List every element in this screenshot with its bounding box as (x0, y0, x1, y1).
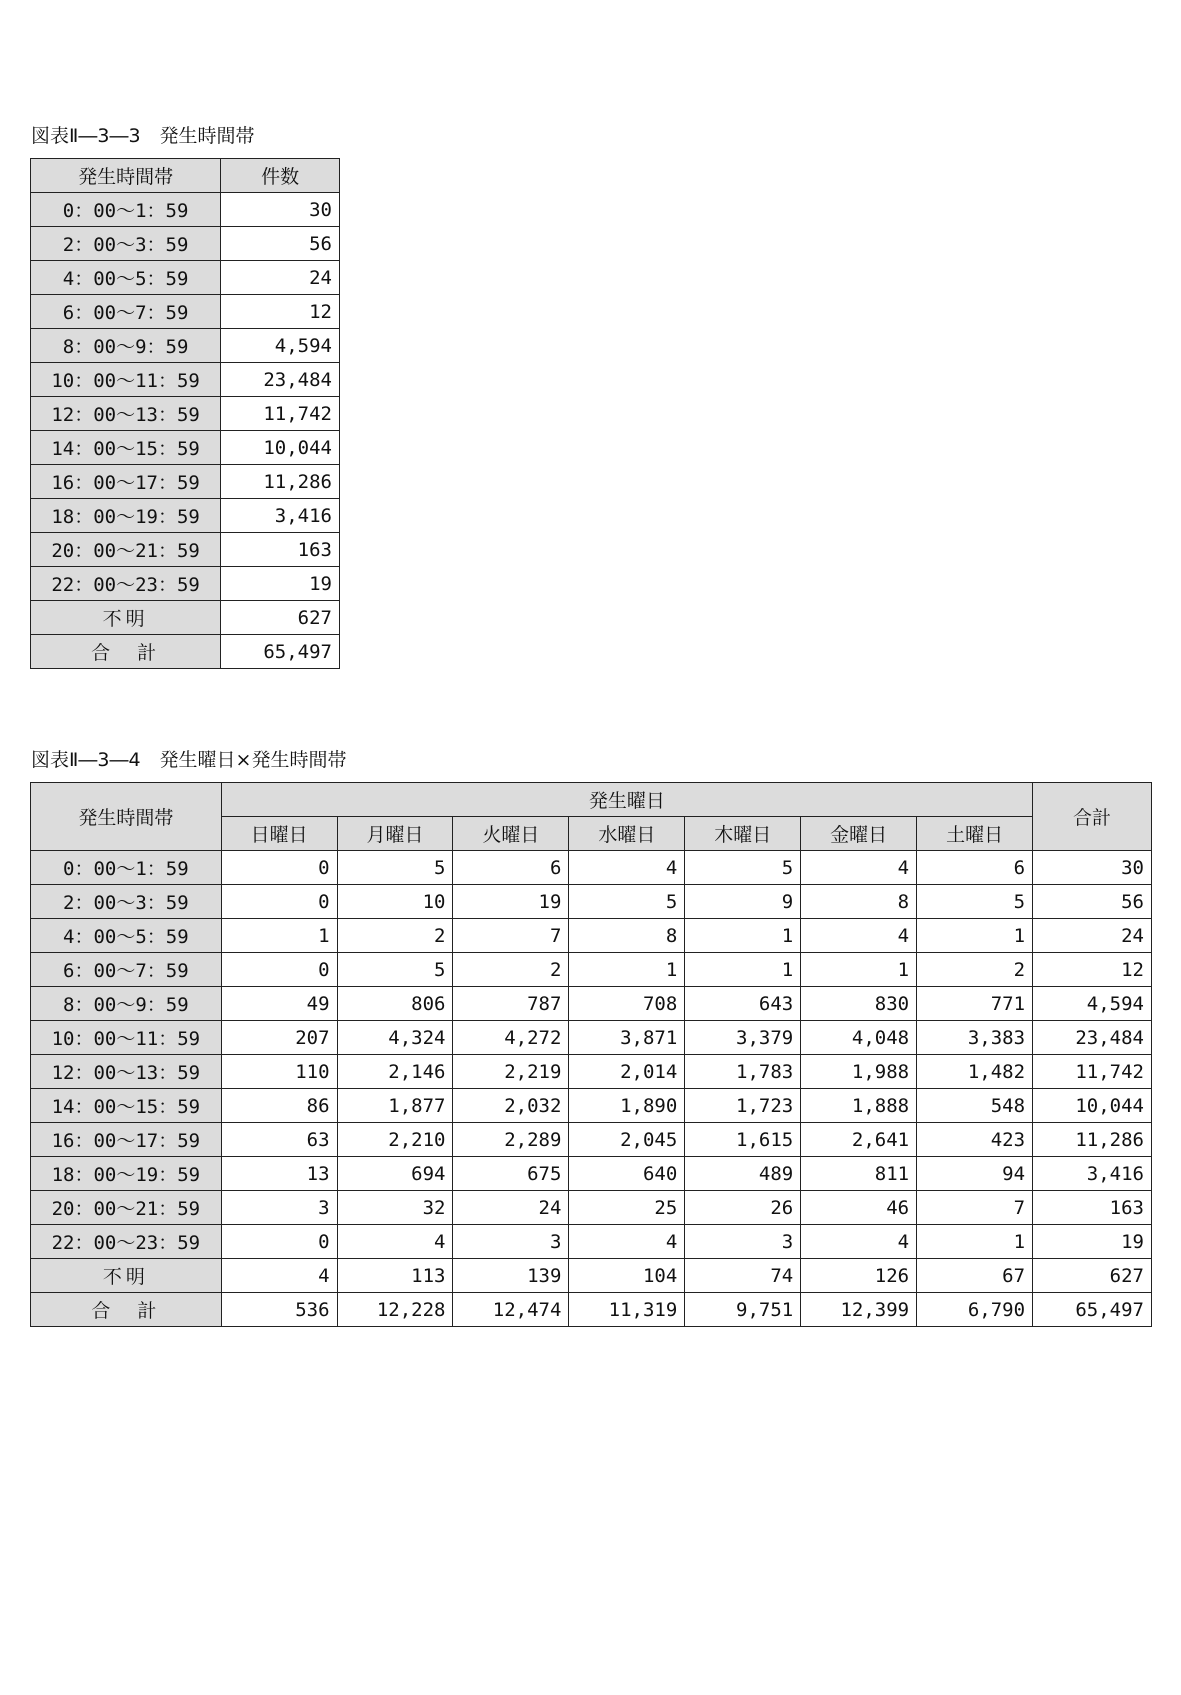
time-slot-header: 発生時間帯 (31, 783, 222, 851)
count-cell: 3 (685, 1225, 801, 1259)
count-cell: 4 (221, 1259, 337, 1293)
count-cell: 0 (221, 885, 337, 919)
total-header: 合計 (1033, 783, 1152, 851)
total-cell: 23,484 (1033, 1021, 1152, 1055)
total-cell: 10,044 (1033, 1089, 1152, 1123)
count-cell: 2,045 (569, 1123, 685, 1157)
count-cell: 4 (801, 919, 917, 953)
count-cell: 110 (221, 1055, 337, 1089)
count-cell: 30 (221, 193, 340, 227)
count-cell: 86 (221, 1089, 337, 1123)
count-cell: 3,416 (221, 499, 340, 533)
time-slot-cell: 12：00～13：59 (31, 1055, 222, 1089)
total-cell: 30 (1033, 851, 1152, 885)
count-cell: 6 (453, 851, 569, 885)
count-cell: 2 (917, 953, 1033, 987)
count-cell: 0 (221, 851, 337, 885)
count-cell: 423 (917, 1123, 1033, 1157)
count-cell: 46 (801, 1191, 917, 1225)
weekday-time-slot-table (30, 782, 1152, 1327)
count-cell: 4 (569, 1225, 685, 1259)
table-row (31, 261, 340, 295)
count-cell: 3,871 (569, 1021, 685, 1055)
weekday-header: 月曜日 (337, 817, 453, 851)
count-cell: 32 (337, 1191, 453, 1225)
count-cell: 2 (453, 953, 569, 987)
count-cell: 0 (221, 953, 337, 987)
weekday-header: 日曜日 (221, 817, 337, 851)
time-slot-cell: 6：00～7：59 (31, 953, 222, 987)
count-cell: 5 (569, 885, 685, 919)
count-cell: 5 (917, 885, 1033, 919)
count-cell: 8 (801, 885, 917, 919)
count-cell: 3,383 (917, 1021, 1033, 1055)
count-cell: 4,324 (337, 1021, 453, 1055)
count-cell: 4 (801, 1225, 917, 1259)
count-cell: 1 (917, 919, 1033, 953)
count-cell: 67 (917, 1259, 1033, 1293)
count-cell: 163 (221, 533, 340, 567)
table-row (31, 987, 1152, 1021)
count-cell: 1,890 (569, 1089, 685, 1123)
count-cell: 771 (917, 987, 1033, 1021)
count-cell: 13 (221, 1157, 337, 1191)
count-cell: 94 (917, 1157, 1033, 1191)
table-row (31, 329, 340, 363)
count-cell: 65,497 (221, 635, 340, 669)
total-cell: 12 (1033, 953, 1152, 987)
count-cell: 6,790 (917, 1293, 1033, 1327)
count-cell: 1,723 (685, 1089, 801, 1123)
table-row (31, 295, 340, 329)
time-slot-cell: 14：00～15：59 (31, 1089, 222, 1123)
total-cell: 3,416 (1033, 1157, 1152, 1191)
count-cell: 811 (801, 1157, 917, 1191)
table-row (31, 919, 1152, 953)
count-cell: 2,641 (801, 1123, 917, 1157)
table2-caption: 図表Ⅱ―3―4 発生曜日×発生時間帯 (31, 749, 347, 771)
table-row (31, 1021, 1152, 1055)
count-cell: 24 (453, 1191, 569, 1225)
count-cell: 640 (569, 1157, 685, 1191)
count-cell: 536 (221, 1293, 337, 1327)
time-slot-cell: 12：00～13：59 (31, 397, 221, 431)
count-cell: 11,286 (221, 465, 340, 499)
weekday-header: 土曜日 (917, 817, 1033, 851)
table-row (31, 1293, 1152, 1327)
total-cell: 4,594 (1033, 987, 1152, 1021)
table-row (31, 397, 340, 431)
table-row (31, 953, 1152, 987)
time-slot-cell: 20：00～21：59 (31, 533, 221, 567)
count-cell: 7 (917, 1191, 1033, 1225)
table-row (31, 465, 340, 499)
table-row (31, 567, 340, 601)
total-cell: 163 (1033, 1191, 1152, 1225)
count-cell: 675 (453, 1157, 569, 1191)
count-cell: 2,219 (453, 1055, 569, 1089)
count-cell: 1 (685, 919, 801, 953)
table-row (31, 227, 340, 261)
count-cell: 1,888 (801, 1089, 917, 1123)
table-row (31, 1259, 1152, 1293)
count-cell: 5 (337, 953, 453, 987)
count-cell: 694 (337, 1157, 453, 1191)
count-cell: 1 (917, 1225, 1033, 1259)
count-cell: 2,146 (337, 1055, 453, 1089)
total-cell: 65,497 (1033, 1293, 1152, 1327)
table-row (31, 363, 340, 397)
table-row (31, 851, 1152, 885)
count-cell: 2,032 (453, 1089, 569, 1123)
table-row (31, 1089, 1152, 1123)
table-row (31, 1157, 1152, 1191)
count-cell: 1 (801, 953, 917, 987)
total-cell: 627 (1033, 1259, 1152, 1293)
count-cell: 708 (569, 987, 685, 1021)
time-slot-header: 発生時間帯 (31, 159, 221, 193)
count-cell: 1 (685, 953, 801, 987)
count-cell: 11,742 (221, 397, 340, 431)
count-cell: 4 (801, 851, 917, 885)
count-cell: 139 (453, 1259, 569, 1293)
count-cell: 3 (453, 1225, 569, 1259)
time-slot-cell: 合 計 (31, 1293, 222, 1327)
count-cell: 548 (917, 1089, 1033, 1123)
table-row (31, 1225, 1152, 1259)
weekday-header: 金曜日 (801, 817, 917, 851)
count-cell: 830 (801, 987, 917, 1021)
count-cell: 1 (569, 953, 685, 987)
time-slot-cell: 不明 (31, 1259, 222, 1293)
count-cell: 1 (221, 919, 337, 953)
time-slot-cell: 0：00～1：59 (31, 851, 222, 885)
count-cell: 12,399 (801, 1293, 917, 1327)
table1-caption: 図表Ⅱ―3―3 発生時間帯 (31, 125, 255, 147)
count-cell: 1,988 (801, 1055, 917, 1089)
total-cell: 56 (1033, 885, 1152, 919)
count-cell: 4,594 (221, 329, 340, 363)
count-cell: 7 (453, 919, 569, 953)
count-header: 件数 (221, 159, 340, 193)
count-cell: 643 (685, 987, 801, 1021)
time-slot-cell: 2：00～3：59 (31, 227, 221, 261)
table-row (31, 1123, 1152, 1157)
count-cell: 12,474 (453, 1293, 569, 1327)
time-slot-cell: 16：00～17：59 (31, 1123, 222, 1157)
count-cell: 23,484 (221, 363, 340, 397)
count-cell: 1,783 (685, 1055, 801, 1089)
time-slot-cell: 22：00～23：59 (31, 1225, 222, 1259)
weekday-header: 木曜日 (685, 817, 801, 851)
count-cell: 2,210 (337, 1123, 453, 1157)
count-cell: 806 (337, 987, 453, 1021)
count-cell: 2 (337, 919, 453, 953)
count-cell: 63 (221, 1123, 337, 1157)
table-row (31, 1191, 1152, 1225)
total-cell: 11,286 (1033, 1123, 1152, 1157)
count-cell: 12,228 (337, 1293, 453, 1327)
count-cell: 126 (801, 1259, 917, 1293)
count-cell: 11,319 (569, 1293, 685, 1327)
time-slot-table (30, 158, 340, 669)
table-row (31, 499, 340, 533)
total-cell: 19 (1033, 1225, 1152, 1259)
weekday-group-header: 発生曜日 (221, 783, 1032, 817)
count-cell: 113 (337, 1259, 453, 1293)
count-cell: 5 (337, 851, 453, 885)
count-cell: 25 (569, 1191, 685, 1225)
time-slot-cell: 10：00～11：59 (31, 363, 221, 397)
count-cell: 3,379 (685, 1021, 801, 1055)
count-cell: 6 (917, 851, 1033, 885)
time-slot-cell: 18：00～19：59 (31, 1157, 222, 1191)
count-cell: 4 (337, 1225, 453, 1259)
table-row (31, 885, 1152, 919)
count-cell: 19 (453, 885, 569, 919)
time-slot-cell: 20：00～21：59 (31, 1191, 222, 1225)
count-cell: 10,044 (221, 431, 340, 465)
count-cell: 56 (221, 227, 340, 261)
count-cell: 49 (221, 987, 337, 1021)
count-cell: 4,048 (801, 1021, 917, 1055)
time-slot-cell: 16：00～17：59 (31, 465, 221, 499)
count-cell: 0 (221, 1225, 337, 1259)
table-row (31, 635, 340, 669)
time-slot-cell: 0：00～1：59 (31, 193, 221, 227)
time-slot-cell: 8：00～9：59 (31, 329, 221, 363)
count-cell: 26 (685, 1191, 801, 1225)
count-cell: 3 (221, 1191, 337, 1225)
time-slot-cell: 4：00～5：59 (31, 919, 222, 953)
count-cell: 74 (685, 1259, 801, 1293)
count-cell: 2,289 (453, 1123, 569, 1157)
time-slot-cell: 22：00～23：59 (31, 567, 221, 601)
table-row (31, 533, 340, 567)
time-slot-cell: 6：00～7：59 (31, 295, 221, 329)
count-cell: 8 (569, 919, 685, 953)
time-slot-cell: 18：00～19：59 (31, 499, 221, 533)
time-slot-cell: 10：00～11：59 (31, 1021, 222, 1055)
count-cell: 2,014 (569, 1055, 685, 1089)
table-row (31, 1055, 1152, 1089)
weekday-header: 火曜日 (453, 817, 569, 851)
count-cell: 207 (221, 1021, 337, 1055)
count-cell: 9 (685, 885, 801, 919)
count-cell: 4,272 (453, 1021, 569, 1055)
count-cell: 4 (569, 851, 685, 885)
time-slot-cell: 14：00～15：59 (31, 431, 221, 465)
time-slot-cell: 8：00～9：59 (31, 987, 222, 1021)
time-slot-cell: 4：00～5：59 (31, 261, 221, 295)
count-cell: 19 (221, 567, 340, 601)
table-row (31, 193, 340, 227)
time-slot-cell: 合 計 (31, 635, 221, 669)
table-row (31, 601, 340, 635)
time-slot-cell: 不明 (31, 601, 221, 635)
count-cell: 1,615 (685, 1123, 801, 1157)
total-cell: 24 (1033, 919, 1152, 953)
count-cell: 1,482 (917, 1055, 1033, 1089)
count-cell: 5 (685, 851, 801, 885)
count-cell: 12 (221, 295, 340, 329)
total-cell: 11,742 (1033, 1055, 1152, 1089)
count-cell: 787 (453, 987, 569, 1021)
count-cell: 9,751 (685, 1293, 801, 1327)
table-header-row (31, 159, 340, 193)
table-row (31, 431, 340, 465)
count-cell: 10 (337, 885, 453, 919)
count-cell: 627 (221, 601, 340, 635)
count-cell: 104 (569, 1259, 685, 1293)
time-slot-cell: 2：00～3：59 (31, 885, 222, 919)
count-cell: 24 (221, 261, 340, 295)
count-cell: 489 (685, 1157, 801, 1191)
count-cell: 1,877 (337, 1089, 453, 1123)
table-header-row (31, 783, 1152, 817)
weekday-header: 水曜日 (569, 817, 685, 851)
